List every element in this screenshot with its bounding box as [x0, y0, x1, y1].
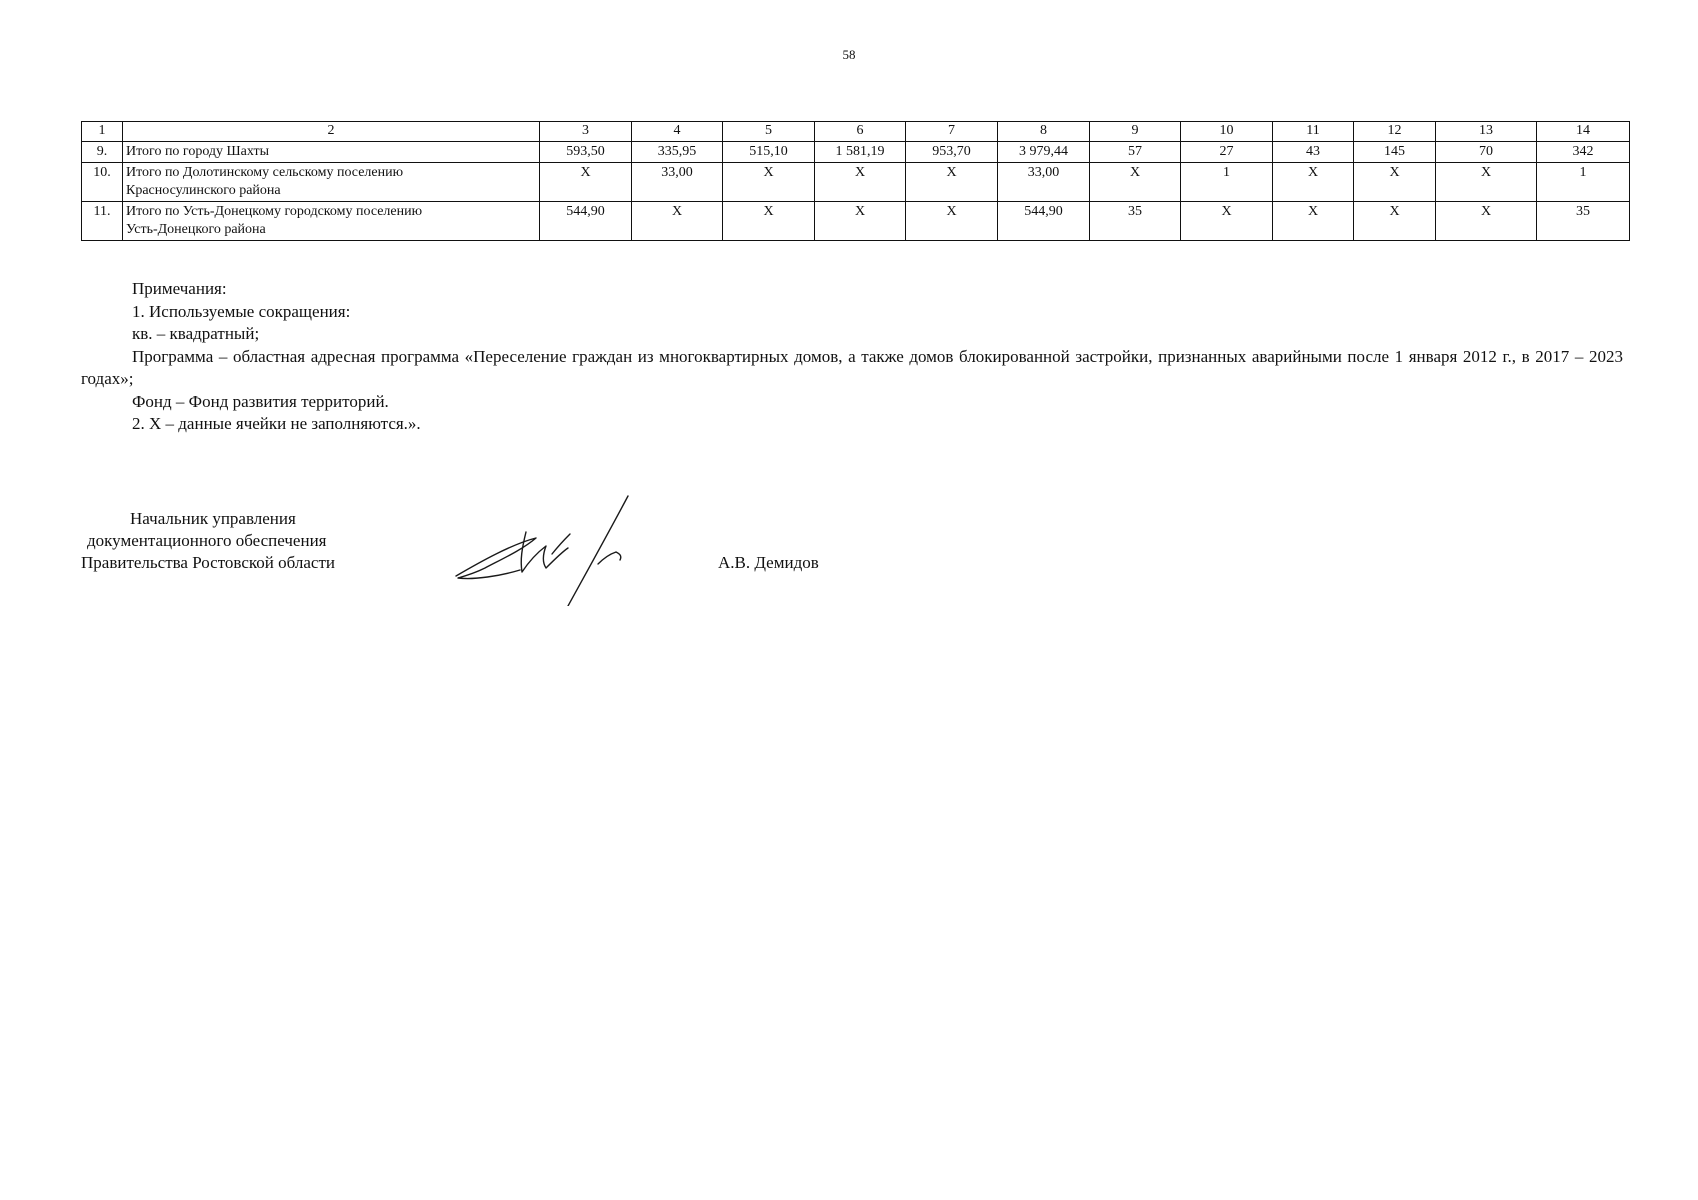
table-cell: X: [1354, 202, 1436, 241]
table-cell: X: [632, 202, 723, 241]
row-name-line: Красносулинского района: [126, 183, 281, 198]
table-cell: X: [1273, 163, 1354, 202]
row-name: [123, 142, 540, 163]
note-item: Программа – областная адресная программа «Переселение граждан из многоквартирных домов, а также домов блокированной застройки, признанных аварийными после 1 января 2012 г., в 2017 – 2023 годах»;: [81, 346, 1623, 388]
table-cell: 33,00: [998, 163, 1090, 202]
notes-section: [81, 278, 1623, 436]
row-number: 10.: [82, 163, 123, 202]
row-number: 9.: [82, 142, 123, 163]
column-header: 5: [723, 122, 815, 142]
table-cell: 544,90: [998, 202, 1090, 241]
column-header: 7: [906, 122, 998, 142]
table-cell: 593,50: [540, 142, 632, 163]
row-name-line: Итого по Усть-Донецкому городскому поселению: [126, 204, 423, 219]
note-item: кв. – квадратный;: [132, 324, 260, 343]
table-cell: 43: [1273, 142, 1354, 163]
table-row: [82, 142, 1630, 163]
column-header: 11: [1273, 122, 1354, 142]
table-cell: X: [906, 163, 998, 202]
table-cell: X: [723, 163, 815, 202]
table-cell: 544,90: [540, 202, 632, 241]
table-cell: X: [815, 163, 906, 202]
table-cell: 953,70: [906, 142, 998, 163]
data-table: [81, 121, 1630, 241]
table-cell: X: [815, 202, 906, 241]
table-cell: 515,10: [723, 142, 815, 163]
table-cell: X: [906, 202, 998, 241]
table-cell: X: [1354, 163, 1436, 202]
row-name: [123, 202, 540, 241]
note-item: 1. Используемые сокращения:: [132, 301, 351, 321]
column-header: 3: [540, 122, 632, 142]
column-header: 2: [123, 122, 540, 142]
signatory-position: [81, 508, 401, 574]
table-cell: X: [1436, 163, 1537, 202]
table-cell: 70: [1436, 142, 1537, 163]
table-cell: 27: [1181, 142, 1273, 163]
table-cell: X: [1273, 202, 1354, 241]
row-name-line: Итого по городу Шахты: [126, 144, 270, 159]
notes-title: Примечания:: [132, 279, 227, 298]
table-cell: 1: [1537, 163, 1630, 202]
row-name: [123, 163, 540, 202]
position-line: Правительства Ростовской области: [81, 553, 335, 572]
column-header: 12: [1354, 122, 1436, 142]
column-header: 14: [1537, 122, 1630, 142]
column-header: 4: [632, 122, 723, 142]
row-number: 11.: [82, 202, 123, 241]
table-cell: 33,00: [632, 163, 723, 202]
table-cell: X: [723, 202, 815, 241]
note-item: 2. Х – данные ячейки не заполняются.».: [132, 414, 421, 433]
table-header-row: [82, 122, 1630, 142]
table-row: [82, 163, 1630, 202]
position-line: документационного обеспечения: [87, 531, 327, 550]
table-cell: 1 581,19: [815, 142, 906, 163]
table-cell: 57: [1090, 142, 1181, 163]
table-cell: 3 979,44: [998, 142, 1090, 163]
note-item: Фонд – Фонд развития территорий.: [132, 391, 389, 411]
position-line: Начальник управления: [130, 509, 296, 528]
table-cell: 342: [1537, 142, 1630, 163]
column-header: 13: [1436, 122, 1537, 142]
column-header: 10: [1181, 122, 1273, 142]
handwritten-signature: [450, 488, 650, 606]
column-header: 6: [815, 122, 906, 142]
table-cell: X: [1436, 202, 1537, 241]
column-header: 1: [82, 122, 123, 142]
row-name-line: Итого по Долотинскому сельскому поселению: [126, 165, 404, 180]
table-cell: 1: [1181, 163, 1273, 202]
table-cell: X: [1090, 163, 1181, 202]
column-header: 9: [1090, 122, 1181, 142]
table-cell: X: [1181, 202, 1273, 241]
table-cell: 335,95: [632, 142, 723, 163]
table-cell: 35: [1537, 202, 1630, 241]
signer-name: А.В. Демидов: [718, 553, 819, 572]
table-row: [82, 202, 1630, 241]
table-cell: X: [540, 163, 632, 202]
table-cell: 35: [1090, 202, 1181, 241]
table-cell: 145: [1354, 142, 1436, 163]
column-header: 8: [998, 122, 1090, 142]
page-number: 58: [842, 47, 856, 62]
row-name-line: Усть-Донецкого района: [126, 222, 266, 237]
